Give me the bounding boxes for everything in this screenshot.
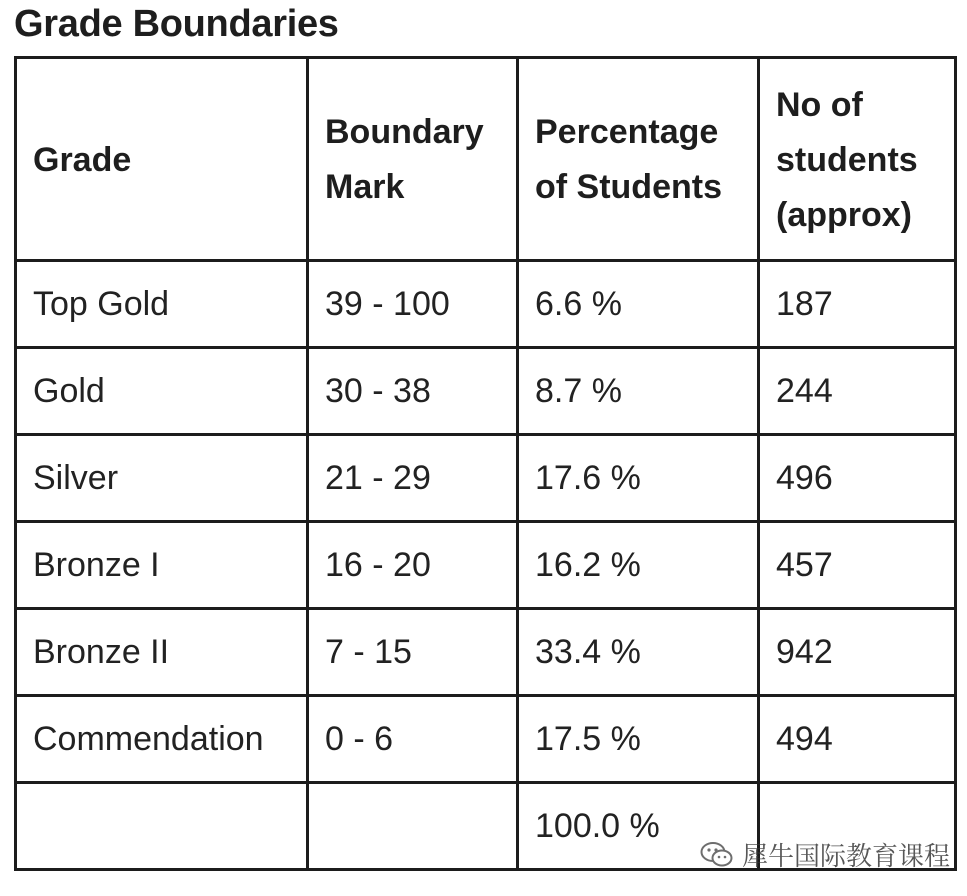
table-header-row	[16, 58, 956, 261]
cell-grade: Commendation	[16, 696, 308, 783]
cell-grade: Silver	[16, 435, 308, 522]
watermark	[700, 836, 950, 873]
cell-boundary-mark: 16 - 20	[308, 522, 518, 609]
table-row	[16, 696, 956, 783]
cell-students: 496	[759, 435, 956, 522]
cell-grade: Bronze II	[16, 609, 308, 696]
cell-students: 942	[759, 609, 956, 696]
watermark-text: 犀牛国际教育课程	[742, 842, 951, 872]
column-header-grade: Grade	[16, 58, 308, 261]
table-row	[16, 348, 956, 435]
column-header-boundary-mark: Boundary Mark	[308, 58, 518, 261]
table-row	[16, 435, 956, 522]
wechat-icon	[700, 841, 734, 869]
grade-boundaries-table	[14, 56, 957, 871]
cell-students: 494	[759, 696, 956, 783]
cell-boundary-mark: 7 - 15	[308, 609, 518, 696]
cell-percentage: 8.7 %	[518, 348, 759, 435]
cell-boundary-mark: 30 - 38	[308, 348, 518, 435]
cell-percentage: 17.6 %	[518, 435, 759, 522]
cell-students: 457	[759, 522, 956, 609]
cell-grade: Gold	[16, 348, 308, 435]
cell-boundary-mark	[308, 783, 518, 870]
cell-boundary-mark: 39 - 100	[308, 261, 518, 348]
cell-boundary-mark: 21 - 29	[308, 435, 518, 522]
cell-grade	[16, 783, 308, 870]
column-header-students: No of students (approx)	[759, 58, 956, 261]
cell-percentage: 17.5 %	[518, 696, 759, 783]
cell-grade: Top Gold	[16, 261, 308, 348]
cell-percentage-total: 100.0 %	[518, 783, 759, 870]
table-row	[16, 609, 956, 696]
cell-students: 244	[759, 348, 956, 435]
cell-percentage: 16.2 %	[518, 522, 759, 609]
table-row	[16, 522, 956, 609]
cell-percentage: 33.4 %	[518, 609, 759, 696]
cell-students: 187	[759, 261, 956, 348]
cell-percentage: 6.6 %	[518, 261, 759, 348]
column-header-percentage: Percentage of Students	[518, 58, 759, 261]
cell-grade: Bronze I	[16, 522, 308, 609]
table-row	[16, 261, 956, 348]
page-title: Grade Boundaries	[14, 3, 339, 45]
cell-boundary-mark: 0 - 6	[308, 696, 518, 783]
